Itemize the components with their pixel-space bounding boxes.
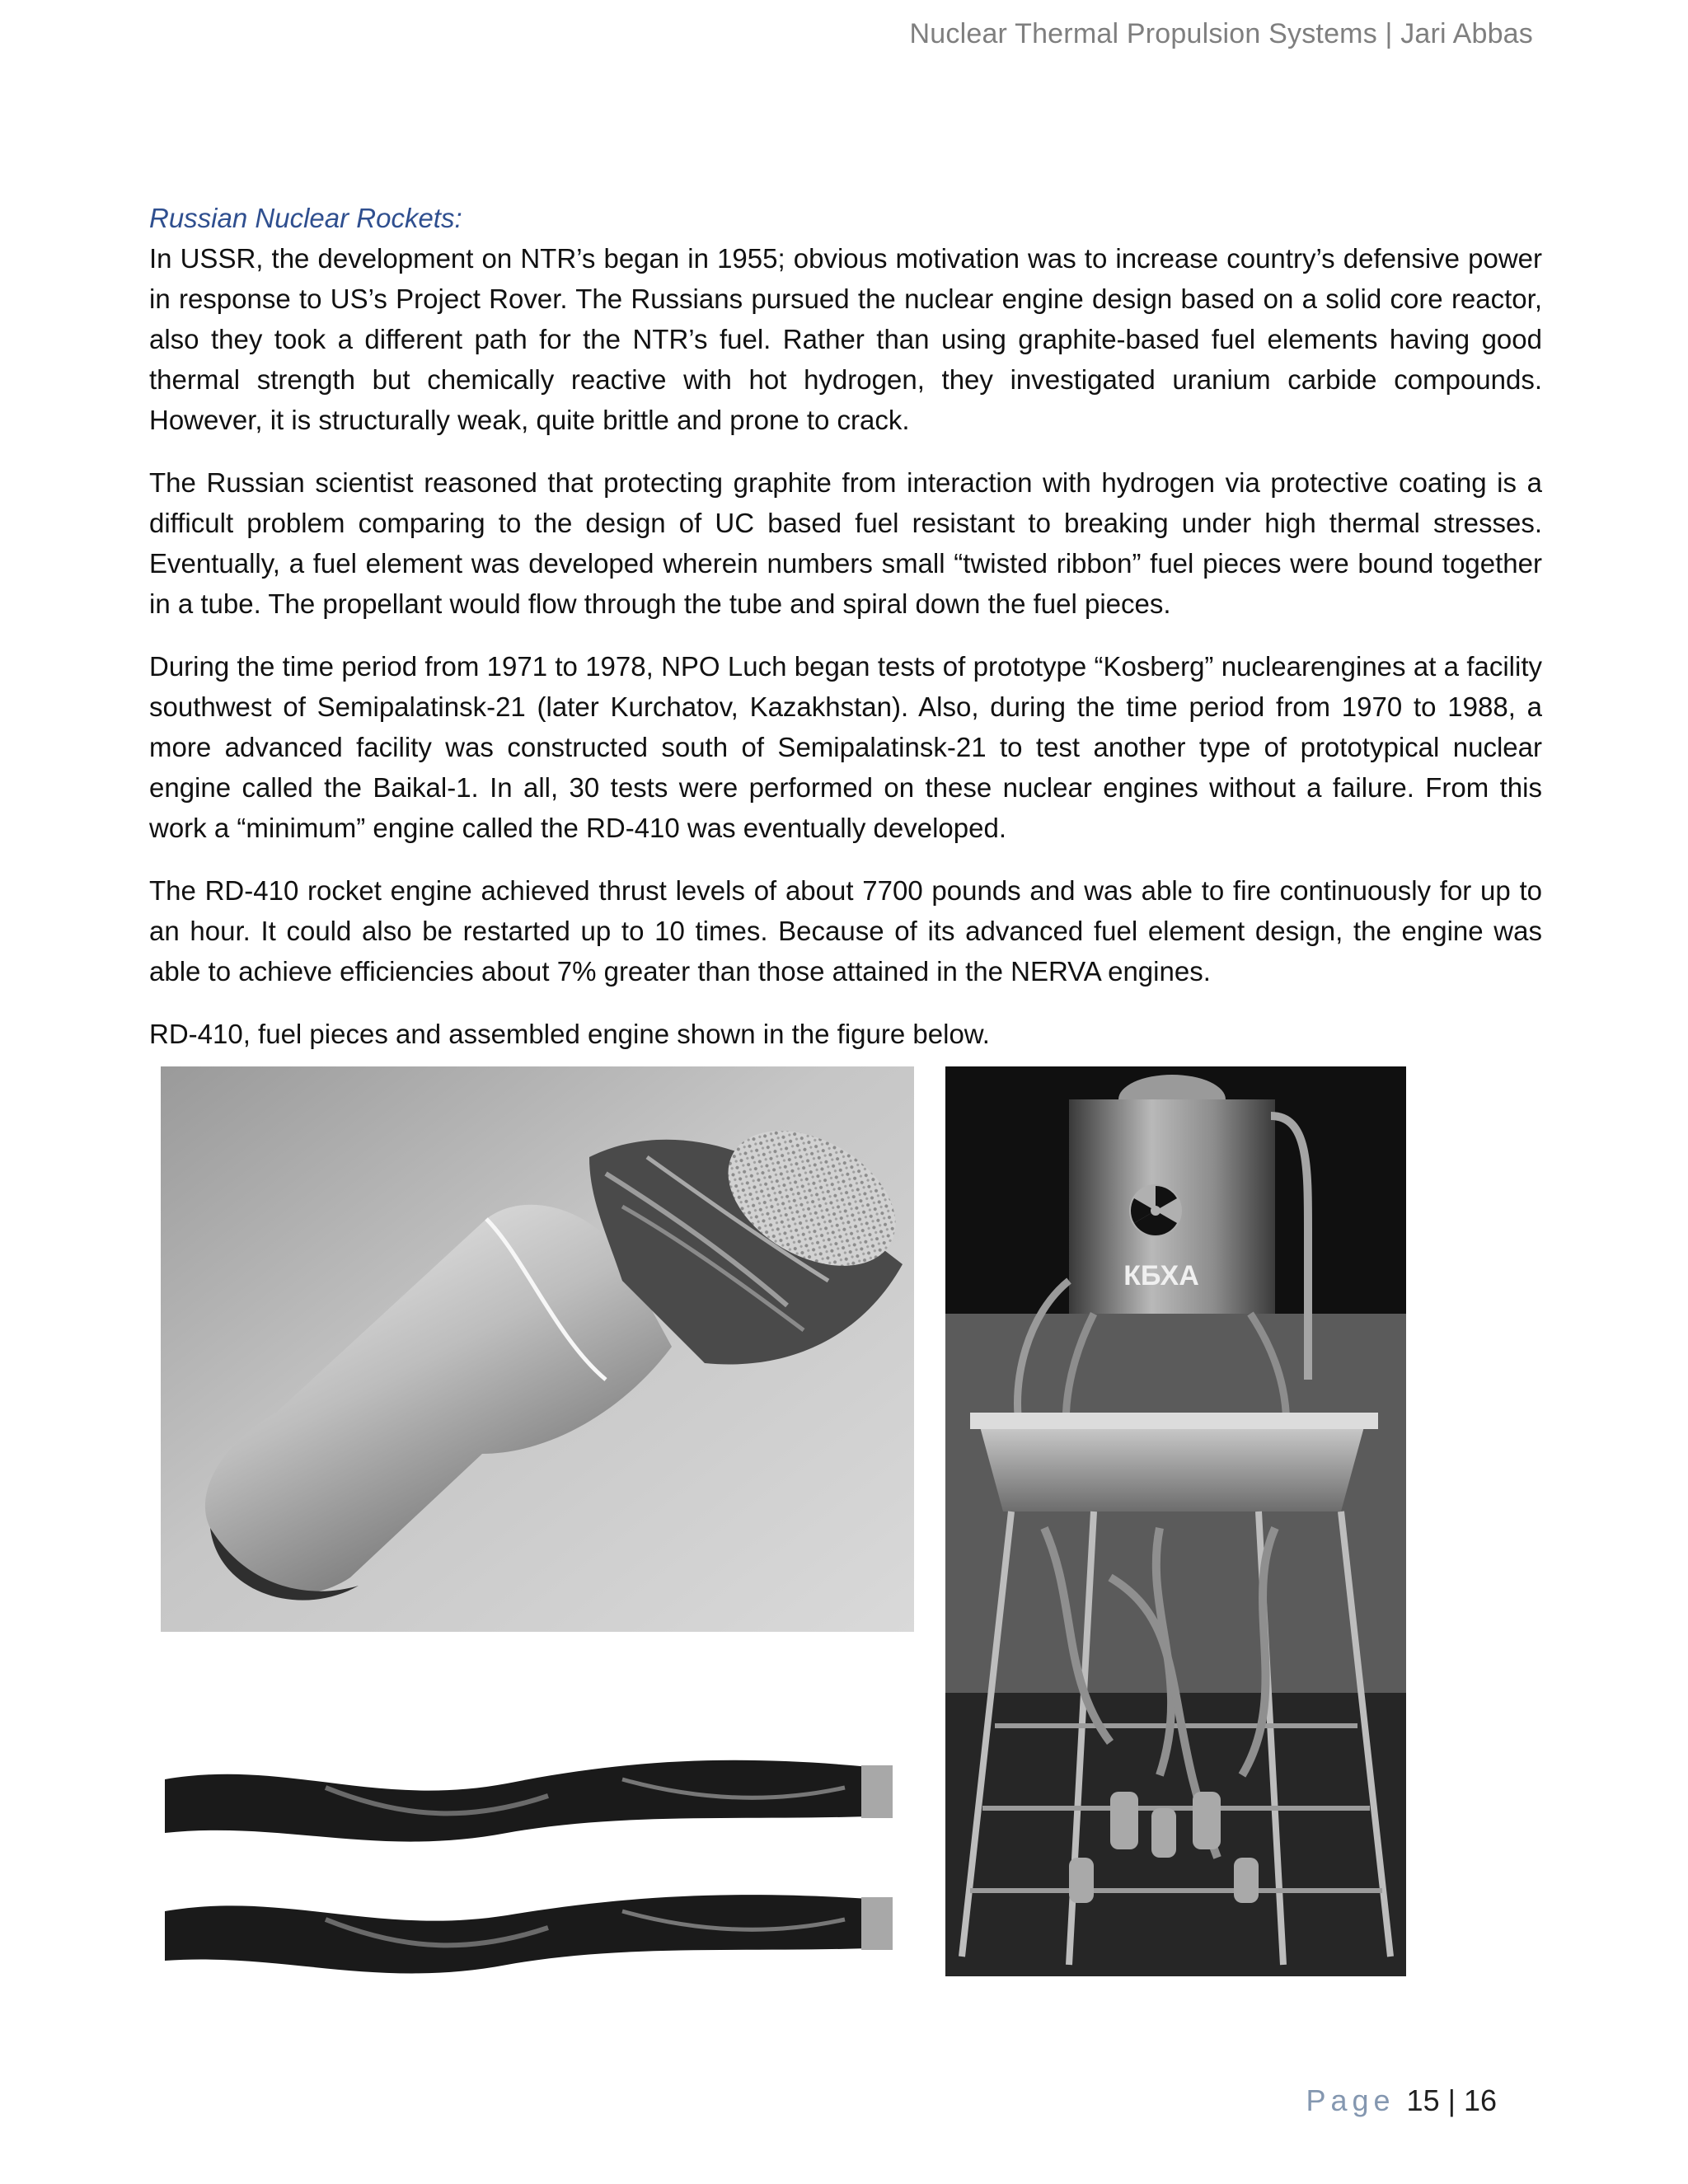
- page-number: 15 | 16: [1406, 2083, 1497, 2117]
- radiation-symbol-icon: [1129, 1184, 1182, 1237]
- paragraph-fuel-design: The Russian scientist reasoned that protecting graphite from interaction with hydrogen via protective coating is a difficult problem comparing to the design of UC based fuel resistant to breaking under high thermal stresses. Eventually, a fuel element was developed wherein numbers small “twisted ribbon” fuel pieces were bound together in a tube. The propellant would flow through the tube and spiral down the fuel pieces.: [149, 467, 1542, 619]
- assembled-engine-photo: [945, 1066, 1406, 1976]
- page-footer: [1306, 2083, 1497, 2118]
- paragraph-tests: During the time period from 1971 to 1978, NPO Luch began tests of prototype “Kosberg” nuclearengines at a facility southwest of Semipalatinsk-21 (later Kurchatov, Kazakhstan). Also, during the time period from 1970 to 1988, a more advanced facility was constructed south of Semipalatinsk-21 to test another type of prototypical nuclear engine called the Baikal-1. In all, 30 tests were performed on these nuclear engines without a failure. From this work a “minimum” engine called the RD-410 was eventually developed.: [149, 651, 1542, 843]
- fuel-element-photo: [161, 1066, 914, 1632]
- paragraph-figure-intro: RD-410, fuel pieces and assembled engine shown in the figure below.: [149, 1019, 990, 1049]
- engine-lettering: КБХА: [1123, 1260, 1199, 1291]
- section-heading-colon: :: [454, 203, 462, 233]
- section-heading-text: Russian Nuclear Rockets: [149, 203, 455, 233]
- twisted-ribbon-fuel-pieces: [161, 1742, 914, 1990]
- section-heading: [149, 198, 1542, 238]
- paragraph-rd410: The RD-410 rocket engine achieved thrust levels of about 7700 pounds and was able to fire continuously for up to an hour. It could also be restarted up to 10 times. Because of its advanced fuel element design, the engine was able to achieve efficiencies about 7% greater than those attained in the NERVA engines.: [149, 875, 1542, 987]
- document-body: [149, 198, 1542, 1076]
- page-label: Page: [1306, 2083, 1395, 2117]
- running-header: Nuclear Thermal Propulsion Systems | Jari Abbas: [909, 18, 1533, 49]
- figure-rd410: [161, 1066, 1414, 1976]
- paragraph-intro: In USSR, the development on NTR’s began in 1955; obvious motivation was to increase country’s defensive power in response to US’s Project Rover. The Russians pursued the nuclear engine design based on a solid core reactor, also they took a different path for the NTR’s fuel. Rather than using graphite-based fuel elements having good thermal strength but chemically reactive with hot hydrogen, they investigated uranium carbide compounds. However, it is structurally weak, quite brittle and prone to crack.: [149, 243, 1542, 435]
